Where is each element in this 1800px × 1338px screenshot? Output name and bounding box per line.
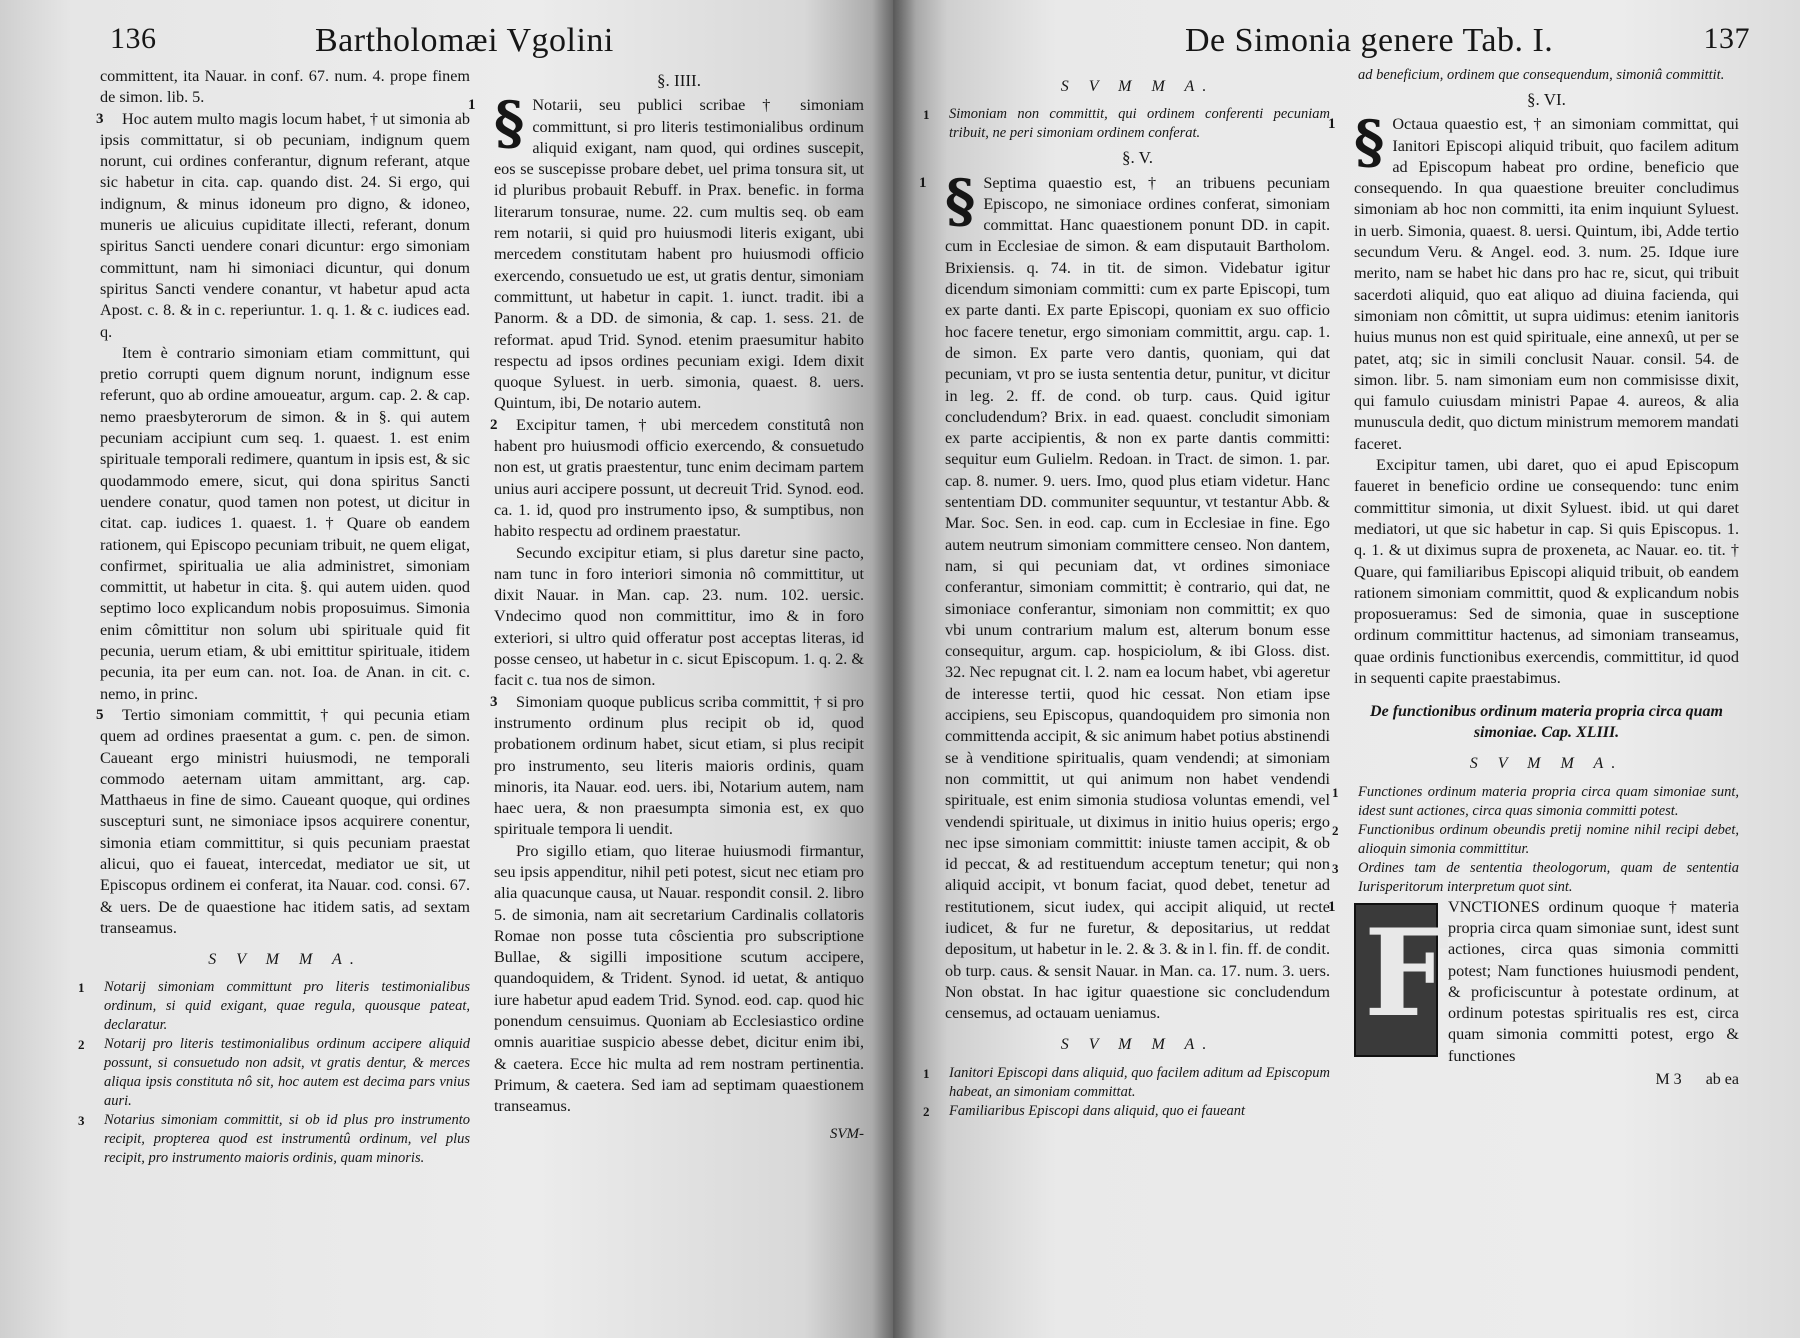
paragraph-text: Secundo excipitur etiam, si plus daretur sine pacto, nam tunc in foro interiori simonia nô committitur, ut dixit Nauar. in Man. cap. 23. num. 102. uersic. Vndecimo quod non committitur, imo & in foro exteriori, si ultro quid offeratur post acceptas literas, id posse censeo, ut habetur in c. sicut Episcopum. 1. q. 2. & facit c. tua nos de simon. xyxy=(494,543,864,690)
summa-text: Ianitori Episcopi dans aliquid, quo facilem aditum ad Episcopum habeat, an simoniam committat. xyxy=(949,1064,1330,1100)
right-page-number: 137 xyxy=(1703,22,1750,55)
left-column-1 xyxy=(78,66,470,1168)
summa-text: Ordines tam de sententia theologorum, quam de sententia Iurisperitorum interpretum quot sint. xyxy=(1358,859,1739,895)
section-heading: §. V. xyxy=(1121,148,1154,168)
summa-number: 2 xyxy=(78,1037,85,1053)
right-header xyxy=(945,22,1760,66)
left-page-number: 136 xyxy=(110,22,157,55)
summa-text: Simoniam non committit, qui ordinem conferenti pecuniam tribuit, ne peri simoniam ordinem conferat. xyxy=(949,106,1330,142)
paragraph xyxy=(100,66,470,109)
summa-item xyxy=(923,1064,1330,1102)
left-running-title: Bartholomæi Vgolini xyxy=(315,22,614,59)
paragraph-text: Excipitur tamen, ubi daret, quo ei apud Episcopum faueret in beneficio ordine ue consequendo: tunc enim committitur simonia, ut dixit Syluest. ibid. ut qui daret mediatori, ut que sic habetur in cap. Si quis Episcopus. 1. q. 1. & ut diximus supra de proxeneta, ac Nauar. eo. tit. † Quare, qui familiaribus Episcopi aliquid tribuit, ob eandem rationem simoniam committit, quod & explicandum nobis proposueramus: Sed de simonia, quae in susceptione ordinum committitur hactenus, ad simoniam transeamus, quae ordinis functionibus exercendis, committitur, id quod in sequenti capite praestabimus. xyxy=(1354,456,1739,688)
right-column-1 xyxy=(919,66,1330,1121)
summa-number: 2 xyxy=(923,1103,930,1119)
right-running-title: De Simonia genere Tab. I. xyxy=(1185,22,1554,59)
summa-heading: S V M M A. xyxy=(1469,755,1624,773)
catchword: ab ea xyxy=(1705,1070,1739,1088)
signature-mark: M 3 xyxy=(1655,1070,1682,1088)
summa-heading: S V M M A. xyxy=(1060,78,1215,95)
summa-item xyxy=(1332,859,1739,897)
left-page xyxy=(0,0,893,1338)
summa-heading: S V M M A. xyxy=(208,951,362,969)
paragraph xyxy=(1354,455,1739,689)
decorated-initial xyxy=(1354,902,1450,1057)
initial-letter: F xyxy=(1364,902,1450,1044)
paragraph-text: Octaua quaestio est, † an simoniam committat, qui Ianitori Episcopi aliquid tribuit, quo facilem aditum ad Episcopum habeat pro ordine, beneficio que consequendo. In qua quaestione breuiter concludimus simoniam ab hoc non committi, ita enim inquiunt Syluest. in uerb. Simonia, quaest. 8. uersi. Quintum, ibi, Adde tertio secundum Veru. & Angel. eod. 3. num. 25. Idque iure merito, nam se habet hic dans pro hac re, sicut, qui tribuit sacerdoti aliquid, quo eat aliquo ad diuina facienda, qui simoniam non cômittit, ut supra uidimus: etenim ianitoris huius munus non est quid spirituale, eine annexû, ut per se patet, atq; sic in simili conclusit Nauar. consil. 54. de simon. libr. 5. nam simoniam eum non commisisse dixit, qui famulo cuiusdam ministri Papae 4. aureos, & alia munuscula dedit, quo dictum ministrum memorem mandati faceret. xyxy=(1354,115,1739,453)
paragraph xyxy=(490,415,864,543)
page-footer xyxy=(1354,1069,1739,1090)
paragraph xyxy=(919,166,1330,1025)
paragraph-text: Simoniam quoque publicus scriba committit, † si pro instrumento ordinum plus recipit ob id, quod probationem ordinum habet, sicut etiam, si plus recipit pro instrumento, seu literis maioris ordinis, quam minoris, ita Nauar. eod. uers. ibi, Notarium autem, nam haec uera, & non praesumpta simonia est, ex quo spirituale tempora li uendit. xyxy=(494,692,864,839)
paragraph xyxy=(1328,897,1739,1067)
catchword: SVM- xyxy=(829,1125,864,1142)
paragraph xyxy=(494,543,864,692)
paragraph xyxy=(490,692,864,841)
summa-text: Notarij simoniam committunt pro literis testimonialibus ordinum, si quid exigant, quae regula, quousque pateat, declaratur. xyxy=(104,979,470,1034)
book-gutter xyxy=(872,0,916,1338)
marginal-number: 2 xyxy=(490,416,498,433)
paragraph-text: Notarii, seu publici scribae † simoniam committunt, si pro literis testimonialibus ordinum aliquid exigant, nam quod, qui ordines suscepit, eos se suscepisse probare debet, uel prima tonsura sit, ut id pluribus probauit Rebuff. in Prax. benefic. in forma literarum tonsurae, nume. 22. cum multis seq. ob eam rem notarii, si quid pro huiusmodi literis exigant, ubi mercedem constitutam habent pro huiusmodi officio exercendo, consuetudo ue est, ut gratis dentur, simoniam committunt, ut habetur in capit. 1. iunct. tradit. ibi a Panorm. & a DD. de simonia, & cap. 1. sess. 21. de reformat. apud Trid. Synod. etenim praesumitur habito respectu ad ipsos ordines pecuniam exigi. Idem dixit quoque Syluest. in uerb. simonia, quaest. 8. uers. Quintum, ibi, De notario autem. xyxy=(494,96,864,413)
chapter-heading: De functionibus ordinum materia propria circa quam simoniae. Cap. XLIII. xyxy=(1370,703,1723,742)
left-column-2 xyxy=(468,66,864,1168)
marginal-number: 3 xyxy=(96,110,104,127)
summa-number: 1 xyxy=(78,980,85,996)
summa-text: Notarius simoniam committit, si ob id plus pro instrumento recipit, propterea quod est instrumentû ordinum, vel plus recipit, pro instrumento maioris ordinis, quam minoris. xyxy=(104,1112,470,1167)
section-mark-initial: § xyxy=(1354,108,1385,177)
right-columns xyxy=(919,66,1760,1121)
marginal-number: 3 xyxy=(490,693,498,710)
section-mark-initial: § xyxy=(945,166,976,235)
summa-item xyxy=(78,978,470,1035)
marginal-number: 5 xyxy=(96,706,104,723)
paragraph xyxy=(96,109,470,343)
paragraph-text: committent, ita Nauar. in conf. 67. num. 4. prope finem de simon. lib. 5. xyxy=(100,67,470,107)
left-columns xyxy=(78,66,865,1168)
paragraph xyxy=(100,343,470,705)
paragraph-text: Tertio simoniam committit, † qui pecunia etiam quem ad ordines praesentat a gum. c. pen. de simon. Caueant ergo ministri huiusmodi, ne temporali commodo aeternam uitam ammittant, arg. cap. Matthaeus in fine de simo. Caueant quoque, qui ordines suscepturi sunt, ne simoniace ipsos acquirere conentur, simonia etiam committitur, si quis pecuniam praestat alicui, quo ei faueat, intercedat, mediator ue sit, ut Episcopus ordinem ei conferat, ita Nauar. cod. consi. 67. & uers. De de quaestione hac itidem satis, ad sextam transeamus. xyxy=(100,705,470,937)
summa-item xyxy=(1332,821,1739,859)
summa-number: 1 xyxy=(1332,784,1339,800)
summa-item xyxy=(78,1111,470,1168)
summa-continuation xyxy=(1354,66,1739,85)
marginal-number: 1 xyxy=(468,97,476,114)
summa-item xyxy=(1332,783,1739,821)
summa-text: ad beneficium, ordinem que consequendum, simoniâ committit. xyxy=(1358,67,1725,83)
paragraph-text: VNCTIONES ordinum quoque † materia propria circa quam simoniae sunt, idest sunt actiones, circa quas simonia committi potest; Nam functiones huiusmodi pendent, & proficiscuntur à potestate ordinum, at ordinum potestas spiritualis res est, circa quam simonia committi potest, ergo & functiones xyxy=(1448,897,1739,1065)
paragraph xyxy=(96,705,470,939)
marginal-number: 1 xyxy=(1328,898,1336,915)
summa-number: 1 xyxy=(923,107,930,123)
right-page xyxy=(893,0,1800,1338)
summa-text: Functionibus ordinum obeundis pretij nomine nihil recipi debet, alioquin simonia committitur. xyxy=(1358,821,1739,857)
summa-heading: S V M M A. xyxy=(1060,1036,1215,1054)
paragraph-text: Septima quaestio est, † an tribuens pecuniam Episcopo, ne simoniace ordines conferat, simoniam committat. Hanc quaestionem ponunt DD. in capit. cum in Ecclesiae de simon. & eam disputauit Bartholom. Brixiensis. q. 74. in tit. de simon. Videbatur igitur dicendum simoniam committi: cum ex parte Episcopi, tum ex parte danti. Ex parte Episcopi, quoniam ex suo officio hoc facere tenetur, ergo simoniam committit, argu. cap. 1. de simon. Ex parte vero dantis, quoniam, qui dat pecuniam, vt pro se iusta sententia detur, punitur, vt dicitur in leg. 2. ff. de cond. ob turp. caus. Quid igitur concludendum? Brix. in ead. quaest. concludit simoniam ex parte accipientis, & non ex parte dantis committi: sequitur eum Gulielm. Redoan. in Tract. de simon. 1. par. cap. 8. numer. 9. uers. Imo, quod plus etiam videtur. Hanc sententiam DD. communiter sequuntur, vt testantur Abb. & Mar. Soc. Sen. in eod. cap. cum in Ecclesiae in fine. Ego autem neutrum simoniam committere censeo. Non dantem, nam, si qui pecuniam dat, vt ordines simoniace conferantur, simoniam committit; è contrario, qui dat, ne simoniace conferantur, simoniam non committit; ex quo vbi unum contrarium malum est, alterum bonum esse consequitur, argum. cap. hospiciolum, & ibi Gloss. dist. 32. Nec repugnat cit. l. 2. nam ea locum habet, vbi ageretur de interesse tertii, quod hic cessat. Non etiam ipse accipiens, seu Episcopus, quandoquidem pro simonia non committenda accipit, & sic animum habet potius abstinendi se à venditione spiritualis, quam vendendi; at simoniam non committit, ut qui animum non habet vendendi spirituale, est enim simonia studiosa voluntas emendi, vel vendendi spirituale, ut diximus in initio huius operis; ergo nec ipse simoniam committit: iniuste tamen accipit, & ob id peccat, & ad restituendum acceptum tenetur; qui non aliquid accipit, vt bonum faciat, quod debet, tenetur ad restitutionem, sicut iudex, qui accipit aliquid, ut recte iudicet, & fur ne furetur, & depositarius, ut reddat depositum, ut habetur in le. 2. & 3. & in l. fin. ff. de condit. ob turp. caus. & sensit Nauar. in Man. ca. 17. num. 3. uers. Non obstat. In hac igitur quaestione sic concludendum censemus, ad octauam ueniamus. xyxy=(945,173,1330,1023)
marginal-number: 1 xyxy=(919,174,927,191)
summa-item xyxy=(923,105,1330,143)
marginal-number: 1 xyxy=(1328,116,1336,133)
summa-item xyxy=(923,1102,1330,1121)
paragraph-text: Item è contrario simoniam etiam committunt, qui pretio corrupti quem dignum norunt, indignum esse referunt, quo ab ordine amoueatur, argum. cap. 2. & cap. nemo praesbyterorum de simon. & in §. qui autem pecuniam accipiunt cum seq. 1. quaest. 1. est enim spirituale temporali redimere, quantum in ipsis est, & sic quodammodo emere, sicut, qui dona spiritus Sancti uendere conatur, quod tamen non potest, ut dicitur in citat. cap. iudices 1. quaest. 1. † Quare ob eandem rationem, qui Episcopo pecuniam tribuit, ne quem eligat, confirmet, spiritualia ue alia administret, simoniam committit, ut habetur in cita. §. qui autem uiden. quod septimo loco explicandum nobis proposuimus. Simonia enim cômittitur non solum ubi spirituale quid fit pecunia, uerum etiam, & ubi emittitur spirituale, itidem pecunia, ita per eum can. not. Ioa. de Anan. in cit. c. nemo, in princ. xyxy=(100,343,470,703)
summa-item xyxy=(78,1035,470,1111)
paragraph-text: Hoc autem multo magis locum habet, † ut simonia ab ipsis committatur, si ob pecuniam, indignum quem norunt, cui ordines conferantur, dignum referant, atque sic habetur in cita. cap. quando dist. 24. Si ergo, qui indignum, & minus idoneum pro digno, & idoneo, muneris ue alicuius cupiditate illecti, referant, donum spiritus Sancti uendere conari dicuntur: ergo simoniam committunt, nam hi simoniaci dicuntur, qui donum spiritus Sancti vendere conantur, vt habetur apud acta Apost. c. 8. & in c. reperiuntur. 1. q. 1. & c. iudices ead. q. xyxy=(100,109,470,341)
summa-number: 1 xyxy=(923,1065,930,1081)
section-heading: §. IIII. xyxy=(657,71,701,90)
left-header xyxy=(100,22,865,66)
section-mark-initial: § xyxy=(494,89,525,158)
summa-number: 3 xyxy=(78,1113,85,1129)
paragraph xyxy=(1328,108,1739,455)
summa-text: Notarij pro literis testimonialibus ordinum accipere aliquid possunt, si consuetudo non adsit, vt gratis dentur, & merces aliqua ipsis constituta nô sit, hoc autem est decima pars vnius auri. xyxy=(104,1036,470,1110)
summa-text: Functiones ordinum materia propria circa quam simoniae sunt, idest sunt actiones, circa quas simonia committi potest. xyxy=(1358,783,1739,819)
paragraph-text: Excipitur tamen, † ubi mercedem constitutâ non habent pro huiusmodi officio exercendo, & consuetudo non est, ut gratis praestentur, tunc enim decimam partem unius auri accipere possunt, ut decreuit Trid. Synod. eod. ca. 1. id, quod pro instrumento ipso, & sumptibus, non habito respectu ad ordinem praestatur. xyxy=(494,415,864,541)
paragraph xyxy=(468,89,864,414)
right-column-2 xyxy=(1328,66,1739,1121)
paragraph xyxy=(494,841,864,1118)
summa-text: Familiaribus Episcopi dans aliquid, quo ei faueant xyxy=(949,1102,1246,1119)
summa-number: 3 xyxy=(1332,860,1339,876)
section-heading: §. VI. xyxy=(1527,90,1566,109)
summa-number: 2 xyxy=(1332,822,1339,838)
paragraph-text: Pro sigillo etiam, quo literae huiusmodi firmantur, seu ipsis appenditur, nihil peti potest, sicut nec etiam pro alia quacunque causa, ut Nauar. respondit consil. 2. libro 5. de simonia, nam ait secretarium Cardinalis collatoris Romae non posse tuta côscientia pro subscriptione Bullae, & sigilli impositione scutum accipere, quandoquidem, & Trident. Synod. id uetat, & antiquo iure habetur apud eadem Trid. Synod. eod. cap. quod hic ponendum censuimus. Quoniam ab Ecclesiastico ordine omnis auaritiae suspicio abesse debet, dicitur enim ibi, & caetera. Ecce hic multa ad rem nostram pertinentia. Primum, & caetera. Sed iam ad septimam quaestionem transeamus. xyxy=(494,841,864,1116)
